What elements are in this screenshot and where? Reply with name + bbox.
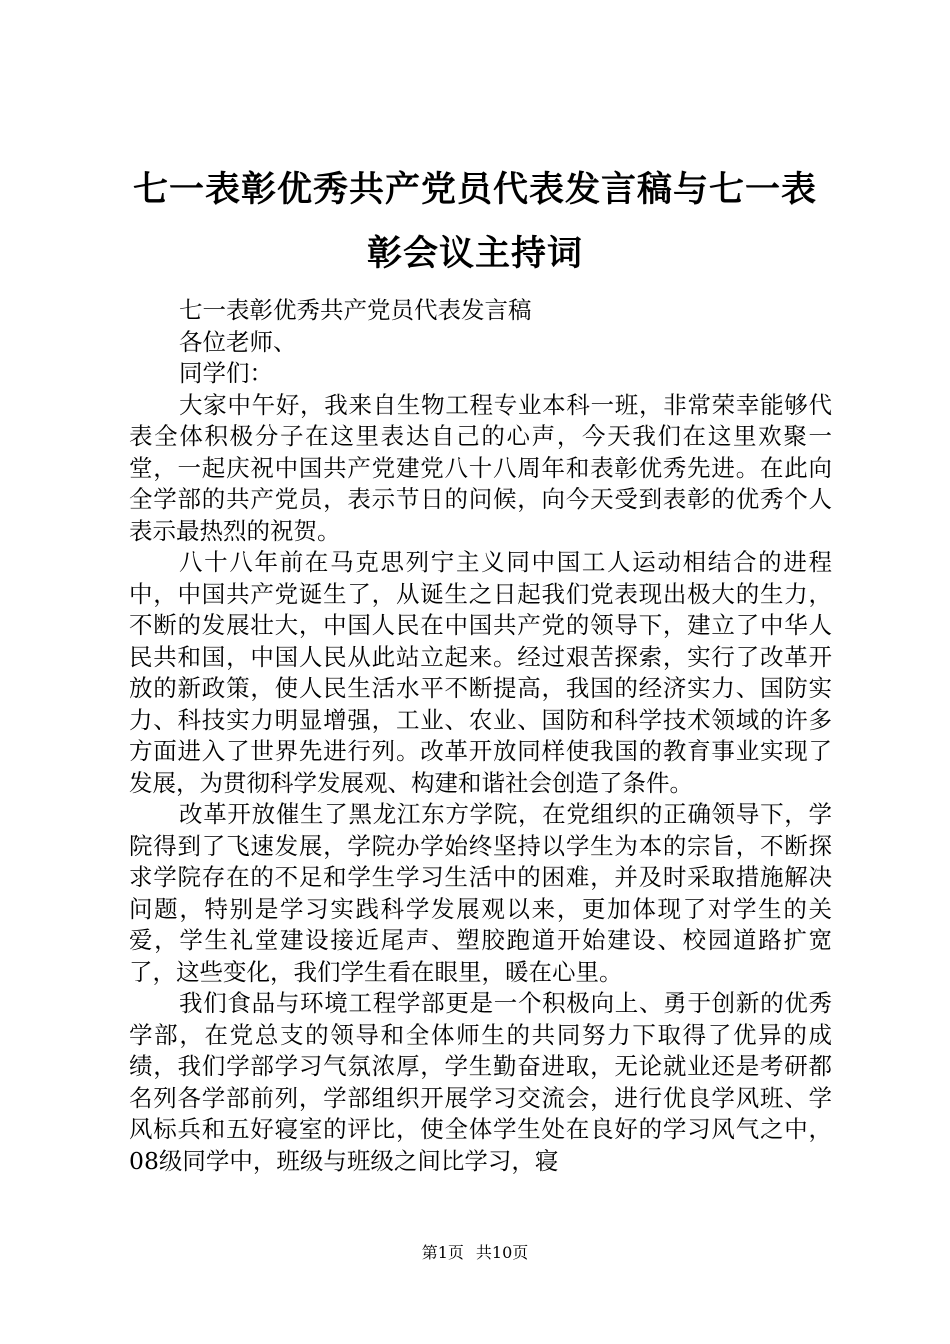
paragraph-greeting: 大家中午好，我来自生物工程专业本科一班，非常荣幸能够代表全体积极分子在这里表达自己的心声，今天我们在这里欢聚一堂，一起庆祝中国共产党建党八十八周年和表彰优秀先进。在此向全学部的共产党员，表示节日的问候，向今天受到表彰的优秀个人表示最热烈的祝贺。 [129,390,832,545]
paragraph-party-history: 八十八年前在马克思列宁主义同中国工人运动相结合的进程中，中国共产党诞生了，从诞生之日起我们党表现出极大的生力，不断的发展壮大，中国人民在中国共产党的领导下，建立了中华人民共和国，中国人民从此站立起来。经过艰苦探索，实行了改革开放的新政策，使人民生活水平不断提高，我国的经济实力、国防实力、科技实力明显增强，工业、农业、国防和科学技术领域的许多方面进入了世界先进行列。改革开放同样使我国的教育事业实现了发展，为贯彻科学发展观、构建和谐社会创造了条件。 [129,548,832,797]
paragraph-department: 我们食品与环境工程学部更是一个积极向上、勇于创新的优秀学部，在党总支的领导和全体师生的共同努力下取得了优异的成绩，我们学部学习气氛浓厚，学生勤奋进取，无论就业还是考研都名列各学部前列，学部组织开展学习交流会，进行优良学风班、学风标兵和五好寝室的评比，使全体学生处在良好的学习风气之中，08级同学中，班级与班级之间比学习，寝 [129,989,832,1175]
document-title: 七一表彰优秀共产党员代表发言稿与七一表彰会议主持词 [132,170,817,274]
paragraph-college-development: 改革开放催生了黑龙江东方学院，在党组织的正确领导下，学院得到了飞速发展，学院办学始终坚持以学生为本的宗旨，不断探求学院存在的不足和学生学习生活中的困难，并及时采取措施解决问题，特别是学习实践科学发展观以来，更加体现了对学生的关爱，学生礼堂建设接近尾声、塑胶跑道开始建设、校园道路扩宽了，这些变化，我们学生看在眼里，暖在心里。 [129,800,832,986]
document-body [129,295,832,1177]
salutation-teachers: 各位老师、 [179,327,297,356]
page-number-current: 第1页 [421,1243,464,1262]
document-subtitle: 七一表彰优秀共产党员代表发言稿 [179,296,532,324]
page-footer [0,1243,950,1263]
salutation-students: 同学们： [179,359,273,387]
page-number-total: 共10页 [475,1243,529,1262]
